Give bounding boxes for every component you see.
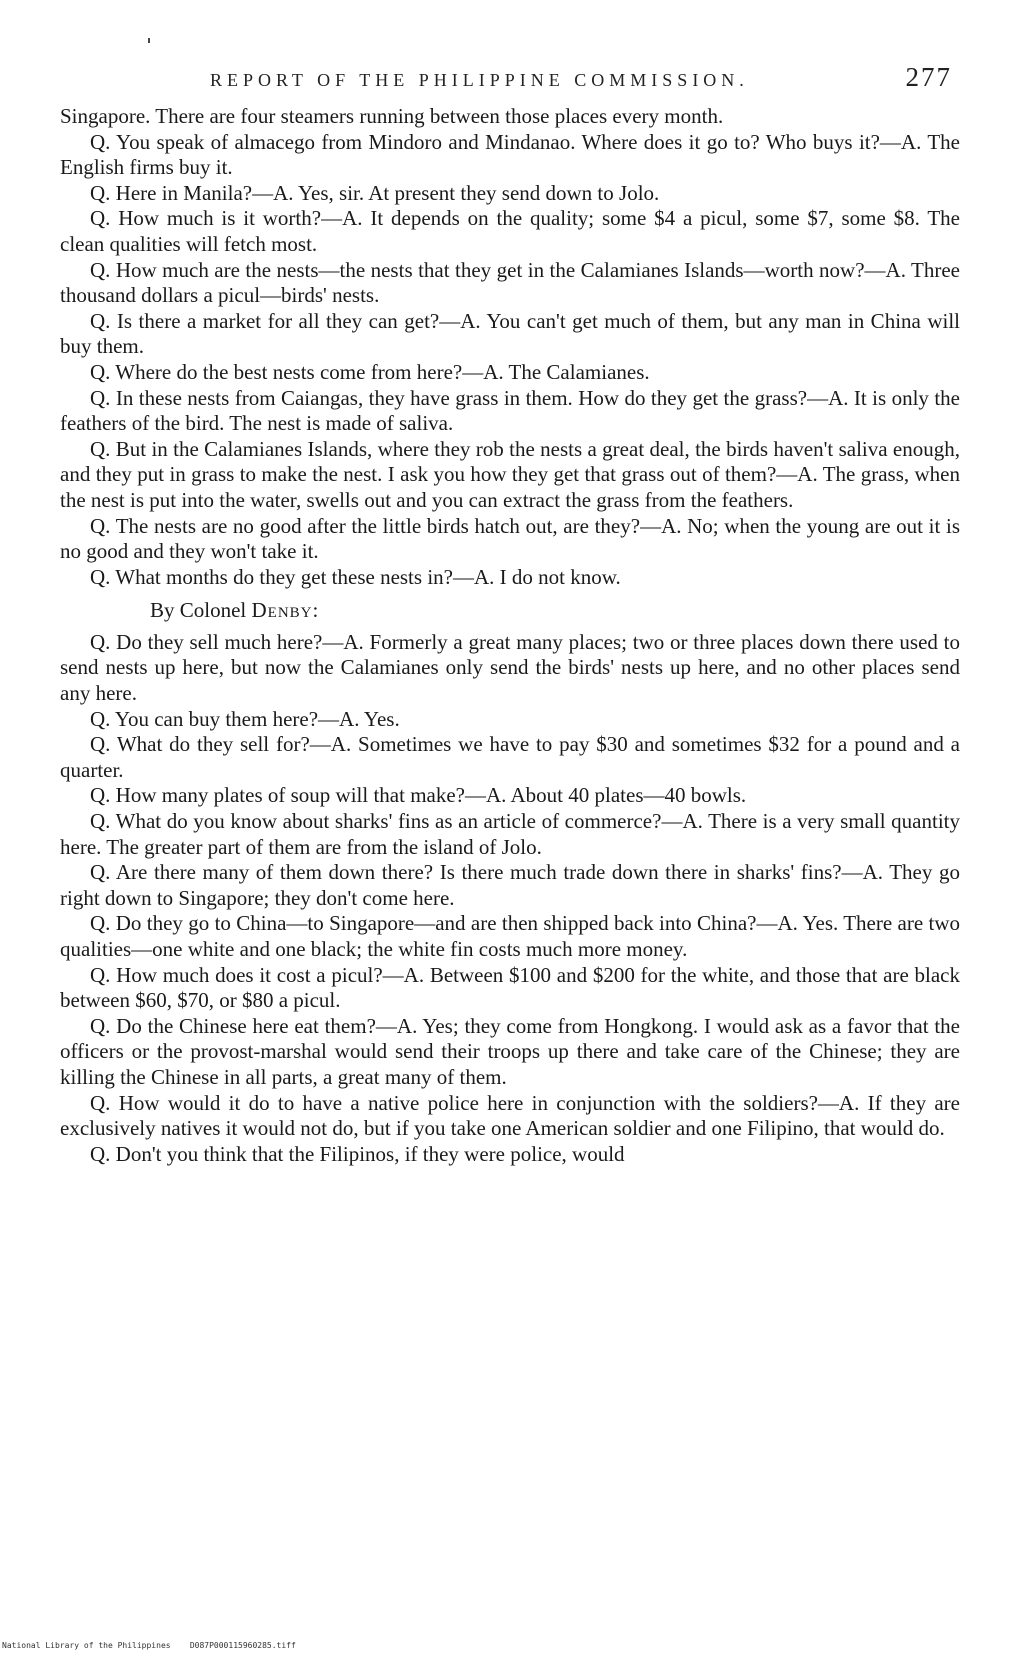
paragraph: Q. Do they sell much here?—A. Formerly a great many places; two or three places down there used to send nests up here, but now the Calamianes only send the birds' nests up here, and no other places send any here.: [60, 629, 960, 706]
byline: [60, 598, 960, 624]
paragraph: Q. What months do they get these nests in?—A. I do not know.: [90, 564, 621, 589]
paragraph: Q. You can buy them here?—A. Yes.: [90, 706, 400, 731]
paragraph: Q. Here in Manila?—A. Yes, sir. At present they send down to Jolo.: [90, 180, 660, 205]
paragraph: Q. How much are the nests—the nests that they get in the Calamianes Islands—worth now?—A. Three thousand dollars a picul—birds' nests.: [60, 257, 960, 308]
paragraph: Q. Is there a market for all they can get?—A. You can't get much of them, but any man in China will buy them.: [60, 308, 960, 359]
paragraph: Q. How would it do to have a native police here in conjunction with the soldiers?—A. If they are exclusively natives it would not do, but if you take one American soldier and one Filipino, that would do.: [60, 1090, 960, 1141]
paragraph: Q. How much does it cost a picul?—A. Between $100 and $200 for the white, and those that are black between $60, $70, or $80 a picul.: [60, 962, 960, 1013]
paragraph: Q. How many plates of soup will that make?—A. About 40 plates—40 bowls.: [90, 783, 747, 808]
running-head: [60, 58, 960, 104]
paragraph: Q. What do you know about sharks' fins as an article of commerce?—A. There is a very small quantity here. The greater part of them are from the island of Jolo.: [60, 809, 960, 859]
footer-file: D087P000115960285.tiff: [189, 1641, 296, 1650]
scan-speck: [148, 38, 150, 43]
running-title: REPORT OF THE PHILIPPINE COMMISSION.: [210, 70, 749, 90]
paragraph: Singapore. There are four steamers running between those places every month.: [60, 104, 724, 128]
paragraph: Q. Don't you think that the Filipinos, if they were police, would: [90, 1141, 625, 1166]
byline-suffix: :: [312, 598, 319, 623]
paragraph: Q. You speak of almacego from Mindoro and Mindanao. Where does it go to? Who buys it?—A. The English firms buy it.: [60, 129, 960, 180]
byline-name: Denby: [251, 598, 313, 623]
paragraph: Q. Do the Chinese here eat them?—A. Yes; they come from Hongkong. I would ask as a favor that the officers or the provost-marshal would send their troops up there and take care of the Chinese; they are killing the Chinese in all parts, a great many of them.: [60, 1013, 960, 1089]
byline-prefix: By Colonel: [150, 598, 252, 623]
document-page: [60, 58, 960, 1618]
footer-library: National Library of the Philippines: [2, 1641, 171, 1650]
paragraph: Q. The nests are no good after the little birds hatch out, are they?—A. No; when the young are out it is no good and they won't take it.: [60, 513, 960, 564]
paragraph: Q. In these nests from Caiangas, they have grass in them. How do they get the grass?—A. It is only the feathers of the bird. The nest is made of saliva.: [60, 385, 960, 436]
scan-footer: [2, 1641, 296, 1650]
body-text: [60, 104, 960, 1167]
paragraph: Q. But in the Calamianes Islands, where they rob the nests a great deal, the birds haven't saliva enough, and they put in grass to make the nest. I ask you how they get that grass out of them?—A. The grass, when the nest is put into the water, swells out and you can extract the grass from the feathers.: [60, 436, 960, 512]
paragraph: Q. What do they sell for?—A. Sometimes we have to pay $30 and sometimes $32 for a pound and a quarter.: [60, 732, 960, 782]
paragraph: Q. Where do the best nests come from here?—A. The Calamianes.: [90, 359, 650, 384]
paragraph: Q. Do they go to China—to Singapore—and are then shipped back into China?—A. Yes. There are two qualities—one white and one black; the white fin costs much more money.: [60, 911, 960, 961]
paragraph: Q. Are there many of them down there? Is there much trade down there in sharks' fins?—A. They go right down to Singapore; they don't come here.: [60, 860, 960, 910]
page-number: 277: [905, 62, 952, 92]
paragraph: Q. How much is it worth?—A. It depends on the quality; some $4 a picul, some $7, some $8. The clean qualities will fetch most.: [60, 206, 960, 256]
